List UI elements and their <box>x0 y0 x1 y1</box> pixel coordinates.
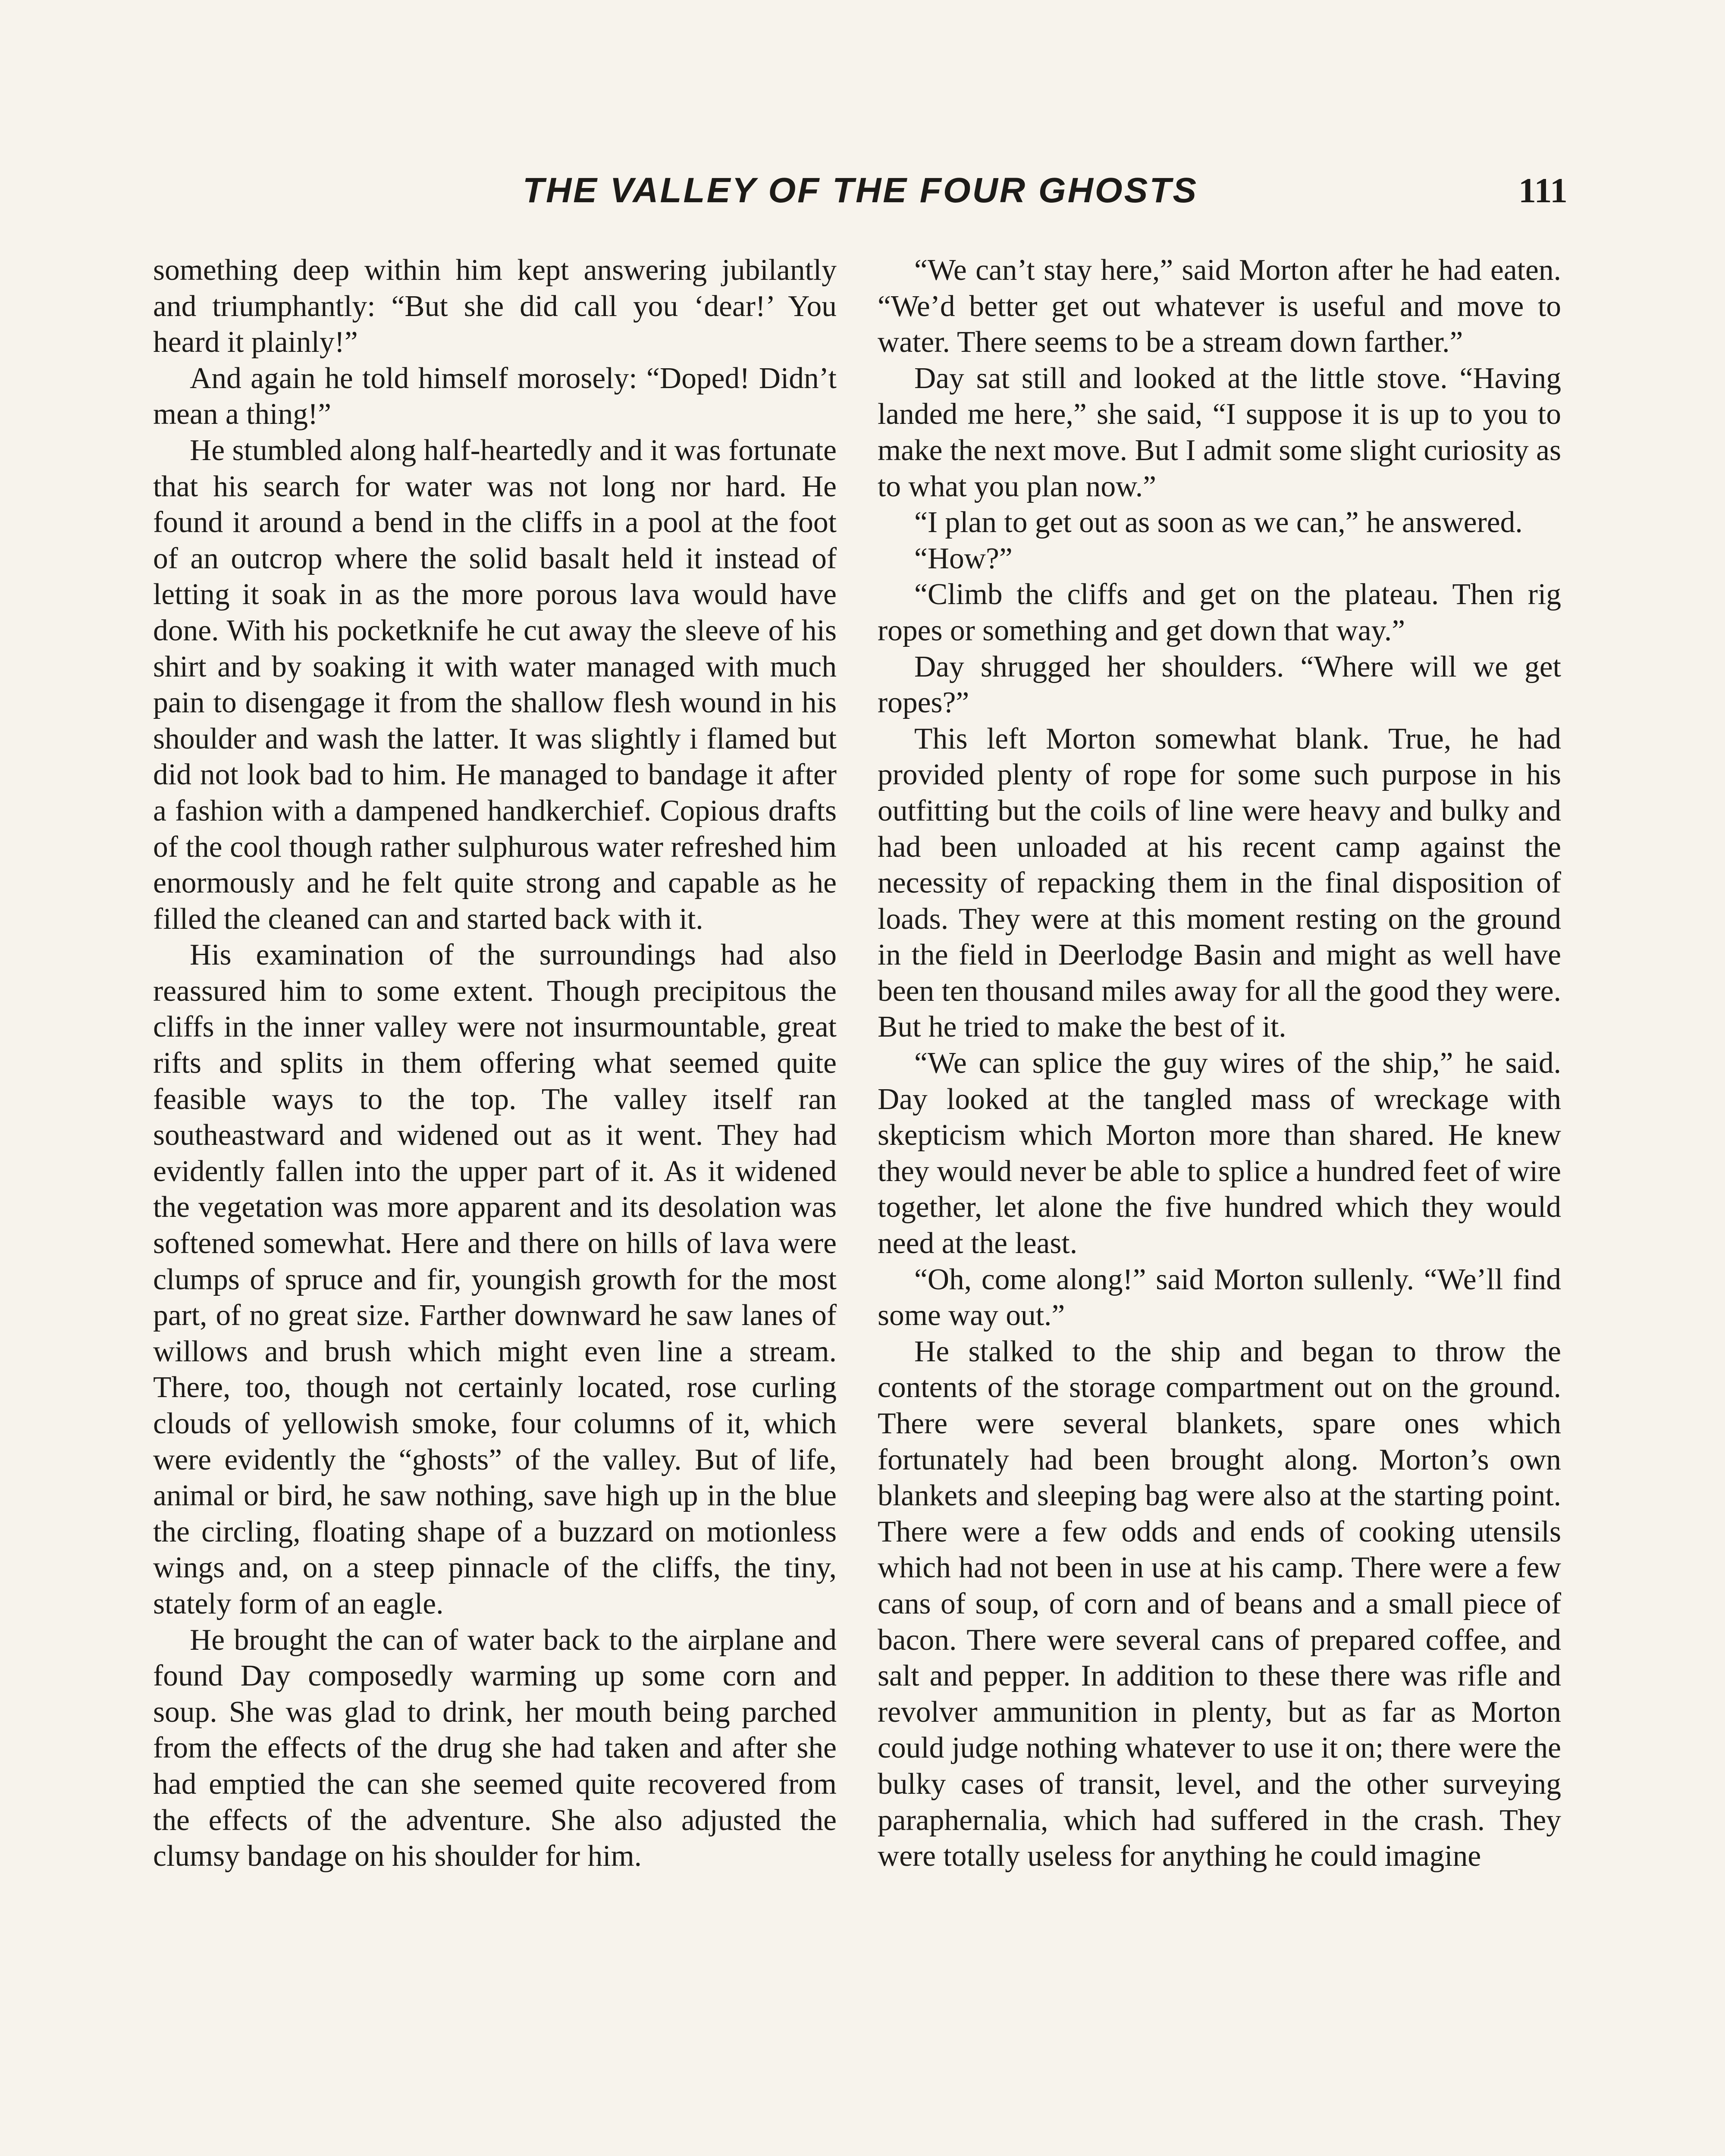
page-number: 111 <box>1518 171 1568 210</box>
paragraph: something deep within him kept answering jubilantly and triumphantly: “But she did call you ‘dear!’ You heard it plainly!” <box>153 254 837 359</box>
paragraph: Day sat still and looked at the little stove. “Having landed me here,” she said, “I suppose it is up to you to make the next move. But I admit some slight curiosity as to what you plan now.” <box>878 361 1561 503</box>
paragraph: He stumbled along half-heartedly and it was fortunate that his search for water was not long nor hard. He found it around a bend in the cliffs in a pool at the foot of an outcrop where the solid basalt held it instead of letting it soak in as the more porous lava would have done. With his pocketknife he cut away the sleeve of his shirt and by soaking it with water managed with much pain to disengage it from the shallow flesh wound in his shoulder and wash the latter. It was slightly i flamed but did not look bad to him. He managed to bandage it after a fashion with a dampened handkerchief. Copious drafts of the cool though rather sulphurous water refreshed him enormously and he felt quite strong and capable as he filled the cleaned can and started back with it. <box>153 433 837 936</box>
paragraph: He stalked to the ship and began to throw the contents of the storage compartment out on the ground. There were several blankets, spare ones which fortunately had been brought along. Morton’s own blankets and sleeping bag were also at the starting point. There were a few odds and ends of cooking utensils which had not been in use at his camp. There were a few cans of soup, of corn and of beans and a small piece of bacon. There were several cans of prepared coffee, and salt and pepper. In addition to these there was rifle and revolver ammunition in plenty, but as far as Morton could judge nothing whatever to use it on; there were the bulky cases of transit, level, and the other surveying paraphernalia, which had suffered in the crash. They were totally useless for anything he could imagine <box>878 1335 1561 1873</box>
paragraph: His examination of the surroundings had also reassured him to some extent. Though precipitous the cliffs in the inner valley were not insurmountable, great rifts and splits in them offering what seemed quite feasible ways to the top. The valley itself ran southeastward and widened out as it went. They had evidently fallen into the upper part of it. As it widened the vegetation was more apparent and its desolation was softened somewhat. Here and there on hills of lava were clumps of spruce and fir, youngish growth for the most part, of no great size. Farther downward he saw lanes of willows and brush which might even line a stream. There, too, though not certainly located, rose curling clouds of yellowish smoke, four columns of it, which were evidently the “ghosts” of the valley. But of life, animal or bird, he saw nothing, save high up in the blue the circling, floating shape of a buzzard on motionless wings and, on a steep pinnacle of the cliffs, the tiny, stately form of an eagle. <box>153 938 837 1620</box>
right-column <box>878 252 1561 2156</box>
paragraph: Day shrugged her shoulders. “Where will we get ropes?” <box>878 650 1561 720</box>
paragraph: And again he told himself morosely: “Doped! Didn’t mean a thing!” <box>153 361 837 431</box>
paragraph: “How?” <box>914 542 1013 575</box>
paragraph: “We can splice the guy wires of the ship,” he said. Day looked at the tangled mass of wreckage with skepticism which Morton more than shared. He knew they would never be able to splice a hundred feet of wire together, let alone the five hundred which they would need at the least. <box>878 1047 1561 1260</box>
running-title: THE VALLEY OF THE FOUR GHOSTS <box>522 171 1198 210</box>
paragraph: “I plan to get out as soon as we can,” he answered. <box>914 506 1523 539</box>
paragraph: This left Morton somewhat blank. True, he had provided plenty of rope for some such purpose in his outfitting but the coils of line were heavy and bulky and had been unloaded at his recent camp against the necessity of repacking them in the final disposition of loads. They were at this moment resting on the ground in the field in Deerlodge Basin and might as well have been ten thousand miles away for all the good they were. But he tried to make the best of it. <box>878 722 1561 1044</box>
paragraph: “We can’t stay here,” said Morton after he had eaten. “We’d better get out whatever is useful and move to water. There seems to be a stream down farther.” <box>878 254 1561 359</box>
left-column <box>153 252 837 2156</box>
paragraph: He brought the can of water back to the airplane and found Day composedly warming up some corn and soup. She was glad to drink, her mouth being parched from the effects of the drug she had taken and after she had emptied the can she seemed quite recovered from the effects of the adventure. She also adjusted the clumsy bandage on his shoulder for him. <box>153 1623 837 1873</box>
running-header <box>153 170 1568 226</box>
paragraph: “Climb the cliffs and get on the plateau. Then rig ropes or something and get down that way.” <box>878 578 1561 647</box>
paragraph: “Oh, come along!” said Morton sullenly. “We’ll find some way out.” <box>878 1263 1561 1332</box>
